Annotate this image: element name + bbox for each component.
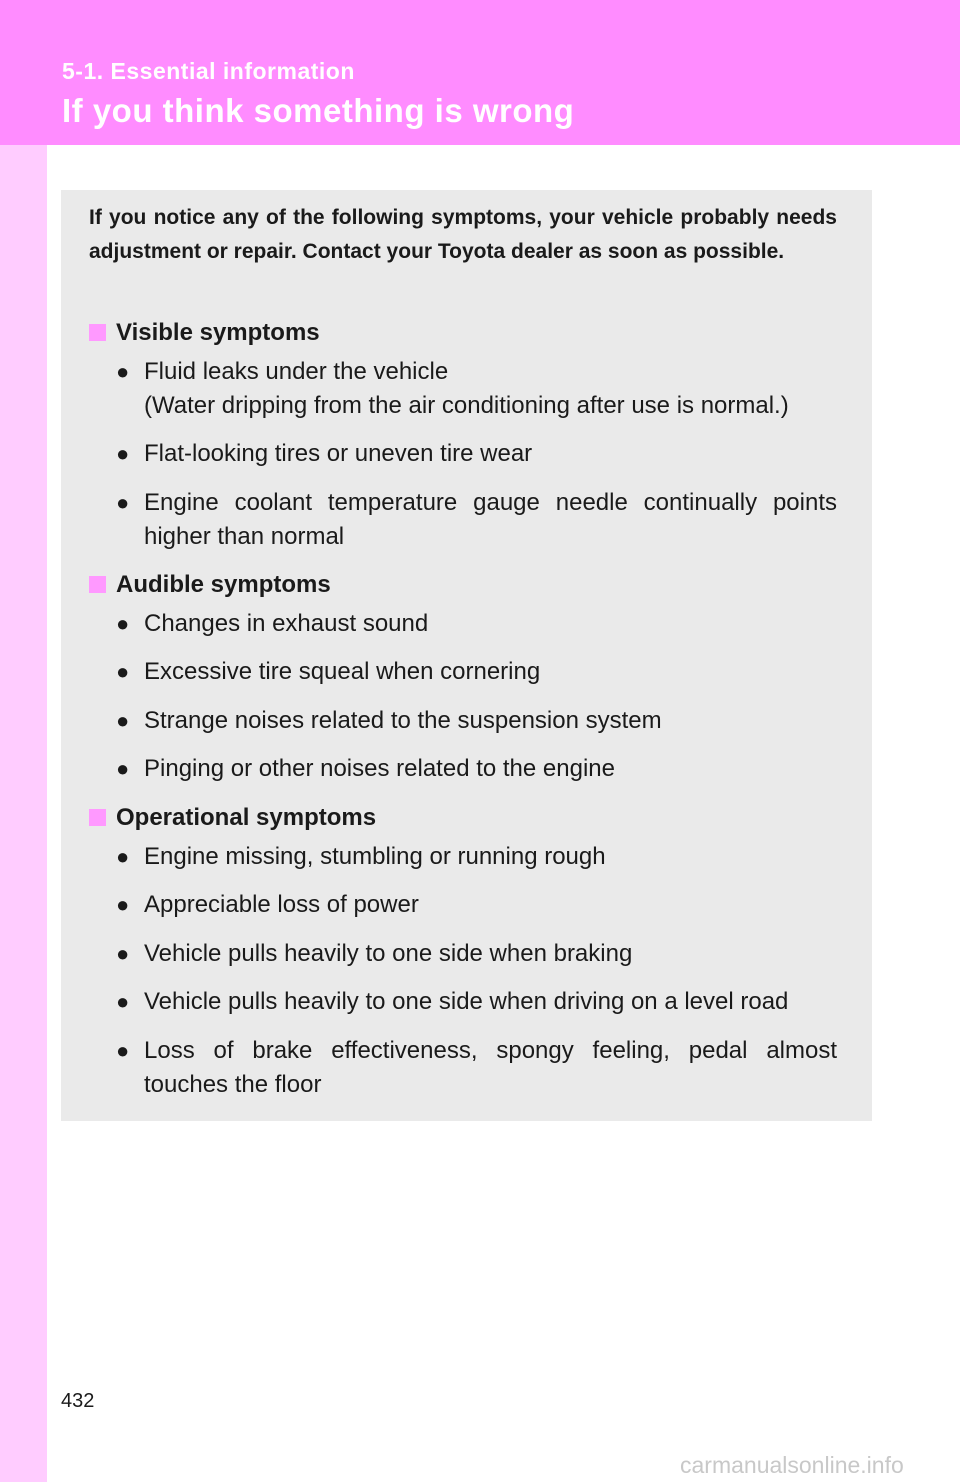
list-item: [116, 888, 837, 922]
list-item: [116, 355, 837, 423]
list-item: [116, 1034, 837, 1102]
item-note: (Water dripping from the air conditioning after use is normal.): [144, 392, 789, 419]
item-text: Engine coolant temperature gauge needle continually points higher than normal: [144, 489, 837, 550]
heading-label: Operational symptoms: [116, 804, 377, 831]
operational-symptoms-heading: [89, 803, 376, 833]
list-item: [116, 985, 837, 1019]
item-text: Fluid leaks under the vehicle: [144, 358, 449, 385]
list-item: [116, 752, 837, 786]
bullet-dot-icon: ●: [116, 659, 130, 684]
list-item: [116, 704, 837, 738]
bullet-dot-icon: ●: [116, 941, 130, 966]
watermark: carmanualsonline.info: [680, 1452, 904, 1478]
visible-symptoms-heading: [89, 318, 320, 348]
bullet-dot-icon: ●: [116, 359, 130, 384]
page-number: 432: [61, 1390, 95, 1412]
bullet-dot-icon: ●: [116, 1038, 130, 1063]
bullet-dot-icon: ●: [116, 611, 130, 636]
item-text: Pinging or other noises related to the engine: [144, 755, 615, 782]
bullet-dot-icon: ●: [116, 441, 130, 466]
list-item: [116, 607, 837, 641]
heading-label: Visible symptoms: [116, 319, 320, 346]
item-text: Vehicle pulls heavily to one side when braking: [144, 940, 633, 967]
item-text: Loss of brake effectiveness, spongy feeling, pedal almost touches the floor: [144, 1037, 837, 1098]
bullet-dot-icon: ●: [116, 708, 130, 733]
bullet-dot-icon: ●: [116, 989, 130, 1014]
item-text: Engine missing, stumbling or running rough: [144, 843, 606, 870]
intro-text: If you notice any of the following symptoms, your vehicle probably needs adjustment or repair. Contact your Toyota dealer as soon as possible.: [89, 206, 837, 263]
audible-symptoms-heading: [89, 570, 331, 600]
item-text: Vehicle pulls heavily to one side when driving on a level road: [144, 988, 789, 1015]
bullet-dot-icon: ●: [116, 490, 130, 515]
list-item: [116, 937, 837, 971]
item-text: Appreciable loss of power: [144, 891, 419, 918]
item-text: Flat-looking tires or uneven tire wear: [144, 440, 533, 467]
list-item: [116, 437, 837, 471]
bullet-dot-icon: ●: [116, 756, 130, 781]
item-text: Excessive tire squeal when cornering: [144, 658, 541, 685]
bullet-dot-icon: ●: [116, 892, 130, 917]
item-text: Changes in exhaust sound: [144, 610, 429, 637]
list-item: [116, 840, 837, 874]
pink-square-icon: [89, 576, 106, 593]
heading-label: Audible symptoms: [116, 571, 331, 598]
bullet-dot-icon: ●: [116, 844, 130, 869]
section-label: 5-1. Essential information: [62, 58, 355, 84]
list-item: [116, 486, 837, 554]
pink-square-icon: [89, 809, 106, 826]
item-text: Strange noises related to the suspension system: [144, 707, 662, 734]
pink-square-icon: [89, 324, 106, 341]
list-item: [116, 655, 837, 689]
side-strip: [0, 145, 47, 1482]
page-title: If you think something is wrong: [62, 92, 575, 129]
